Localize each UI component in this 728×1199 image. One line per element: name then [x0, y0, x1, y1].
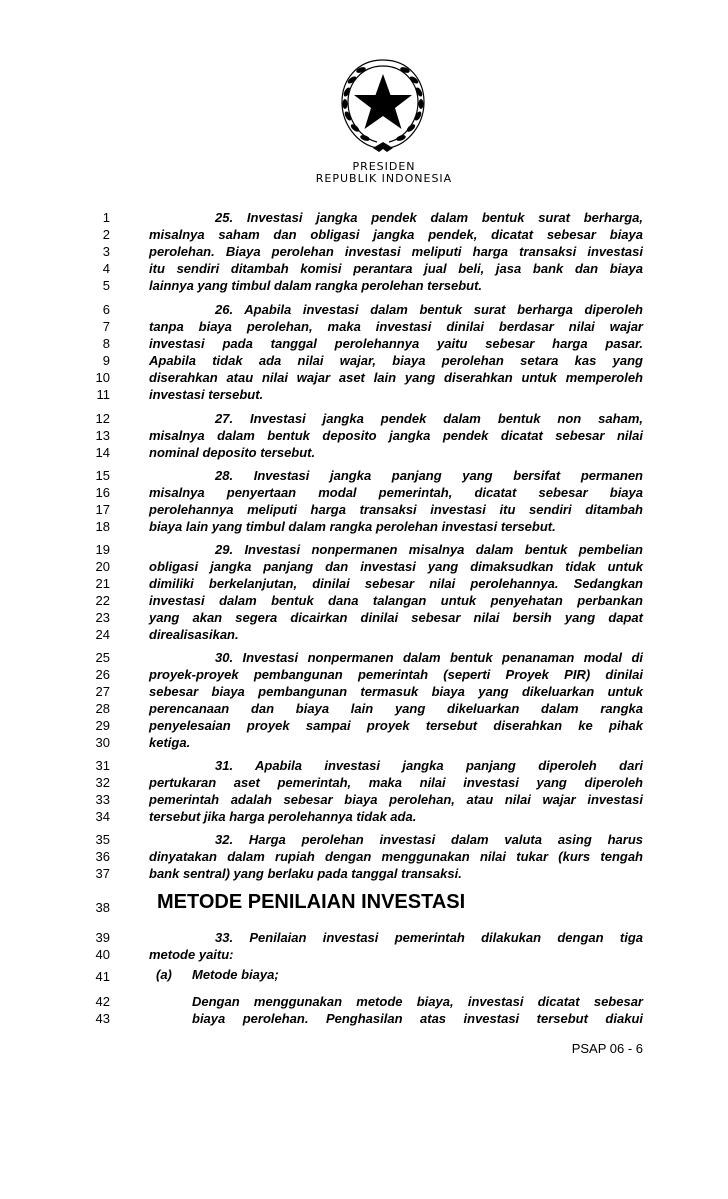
line-number: 7	[102, 319, 110, 334]
line-number: 16	[95, 485, 110, 500]
line-number: 18	[95, 519, 110, 534]
line-number: 5	[102, 278, 110, 293]
line-number: 4	[102, 261, 110, 276]
text-line: 30. Investasi nonpermanen dalam bentuk penanaman modal di	[215, 650, 643, 665]
text-line: 31. Apabila investasi jangka panjang diperoleh dari	[215, 758, 643, 773]
text-line: investasi pada tanggal perolehannya yaitu sebesar harga pasar.	[149, 336, 643, 351]
text-line: pemerintah adalah sebesar biaya perolehan, atau nilai wajar investasi	[149, 792, 643, 807]
line-number: 27	[95, 684, 110, 699]
text-line: nominal deposito tersebut.	[149, 445, 316, 460]
text-line: biaya lain yang timbul dalam rangka perolehan investasi tersebut.	[149, 519, 556, 534]
text-line: misalnya dalam bentuk deposito jangka pendek dicatat sebesar nilai	[149, 428, 643, 443]
text-line: 29. Investasi nonpermanen misalnya dalam bentuk pembelian	[215, 542, 643, 557]
line-number: 19	[95, 542, 110, 557]
text-line: sebesar biaya pembangunan termasuk biaya yang dikeluarkan untuk	[149, 684, 643, 699]
text-line: 33. Penilaian investasi pemerintah dilakukan dengan tiga	[215, 930, 643, 945]
text-line: perolehannya meliputi harga transaksi investasi itu sendiri ditambah	[149, 502, 643, 517]
line-number: 1	[102, 210, 110, 225]
line-number: 28	[95, 701, 110, 716]
line-number: 6	[102, 302, 110, 317]
line-number: 10	[95, 370, 110, 385]
text-line: dimiliki berkelanjutan, dinilai sebesar nilai perolehannya. Sedangkan	[149, 576, 643, 591]
text-line: tersebut jika harga perolehannya tidak ada.	[149, 809, 417, 824]
line-number: 13	[95, 428, 110, 443]
line-number: 40	[95, 947, 110, 962]
line-number: 38	[95, 900, 110, 915]
line-number: 14	[95, 445, 110, 460]
line-number: 29	[95, 718, 110, 733]
line-number: 42	[95, 994, 110, 1009]
text-line: lainnya yang timbul dalam rangka perolehan tersebut.	[149, 278, 483, 293]
text-line: perencanaan dan biaya lain yang dikeluarkan dalam rangka	[149, 701, 643, 716]
text-line: 26. Apabila investasi dalam bentuk surat berharga diperoleh	[215, 302, 643, 317]
text-line: penyelesaian proyek sampai proyek tersebut diserahkan ke pihak	[149, 718, 643, 733]
line-number: 30	[95, 735, 110, 750]
line-number: 33	[95, 792, 110, 807]
line-number: 21	[95, 576, 110, 591]
section-heading: METODE PENILAIAN INVESTASI	[157, 891, 466, 913]
text-line: diserahkan atau nilai wajar aset lain yang diserahkan untuk memperoleh	[149, 370, 643, 385]
text-line: misalnya saham dan obligasi jangka pendek, dicatat sebesar biaya	[149, 227, 643, 242]
text-line: itu sendiri ditambah komisi perantara jual beli, jasa bank dan biaya	[149, 261, 643, 276]
garuda-star-wreath-emblem	[337, 52, 429, 157]
text-line: misalnya penyertaan modal pemerintah, dicatat sebesar biaya	[149, 485, 643, 500]
text-line: obligasi jangka panjang dan investasi yang dimaksudkan tidak untuk	[149, 559, 643, 574]
text-line: 25. Investasi jangka pendek dalam bentuk surat berharga,	[215, 210, 643, 225]
line-number: 2	[102, 227, 110, 242]
text-line: perolehan. Biaya perolehan investasi meliputi harga transaksi investasi	[149, 244, 643, 259]
line-number: 23	[95, 610, 110, 625]
text-line: dinyatakan dalam rupiah dengan menggunakan nilai tukar (kurs tengah	[149, 849, 643, 864]
item-a-label: (a)	[156, 967, 172, 982]
line-number: 15	[95, 468, 110, 483]
text-line: investasi tersebut.	[149, 387, 264, 402]
line-number: 36	[95, 849, 110, 864]
line-number: 11	[96, 387, 110, 402]
line-number: 43	[95, 1011, 110, 1026]
line-number: 25	[95, 650, 110, 665]
page-footer: PSAP 06 - 6	[571, 1041, 643, 1056]
line-number: 20	[95, 559, 110, 574]
item-a-title: Metode biaya;	[192, 967, 279, 982]
line-number: 8	[102, 336, 110, 351]
text-line: ketiga.	[149, 735, 191, 750]
text-line: biaya perolehan. Penghasilan atas investasi tersebut diakui	[192, 1011, 643, 1026]
line-number: 26	[95, 667, 110, 682]
text-line: direalisasikan.	[149, 627, 239, 642]
line-number: 35	[95, 832, 110, 847]
text-line: 28. Investasi jangka panjang yang bersifat permanen	[215, 468, 643, 483]
text-line: Apabila tidak ada nilai wajar, biaya perolehan setara kas yang	[149, 353, 643, 368]
line-number: 41	[95, 969, 110, 984]
line-number: 3	[102, 244, 110, 259]
text-line: proyek-proyek pembangunan pemerintah (seperti Proyek PIR) dinilai	[149, 667, 643, 682]
line-number: 32	[95, 775, 110, 790]
header-republik-indonesia: REPUBLIK INDONESIA	[315, 172, 453, 185]
line-number: 12	[95, 411, 110, 426]
text-line: investasi dalam bentuk dana talangan untuk penyehatan perbankan	[149, 593, 643, 608]
line-number: 9	[102, 353, 110, 368]
text-line: 27. Investasi jangka pendek dalam bentuk non saham,	[215, 411, 643, 426]
line-number: 22	[95, 593, 110, 608]
text-line: pertukaran aset pemerintah, maka nilai investasi yang diperoleh	[149, 775, 643, 790]
text-line: 32. Harga perolehan investasi dalam valuta asing harus	[215, 832, 643, 847]
text-line: bank sentral) yang berlaku pada tanggal transaksi.	[149, 866, 462, 881]
line-number: 17	[95, 502, 110, 517]
line-number: 31	[95, 758, 110, 773]
line-number: 34	[95, 809, 110, 824]
text-line: yang akan segera dicairkan dinilai sebesar nilai bersih yang dapat	[149, 610, 643, 625]
text-line: Dengan menggunakan metode biaya, investasi dicatat sebesar	[192, 994, 643, 1009]
line-number: 24	[95, 627, 110, 642]
line-number: 39	[95, 930, 110, 945]
text-line: tanpa biaya perolehan, maka investasi dinilai berdasar nilai wajar	[149, 319, 643, 334]
line-number: 37	[95, 866, 110, 881]
text-line: metode yaitu:	[149, 947, 234, 962]
header-presiden: PRESIDEN	[352, 160, 416, 173]
